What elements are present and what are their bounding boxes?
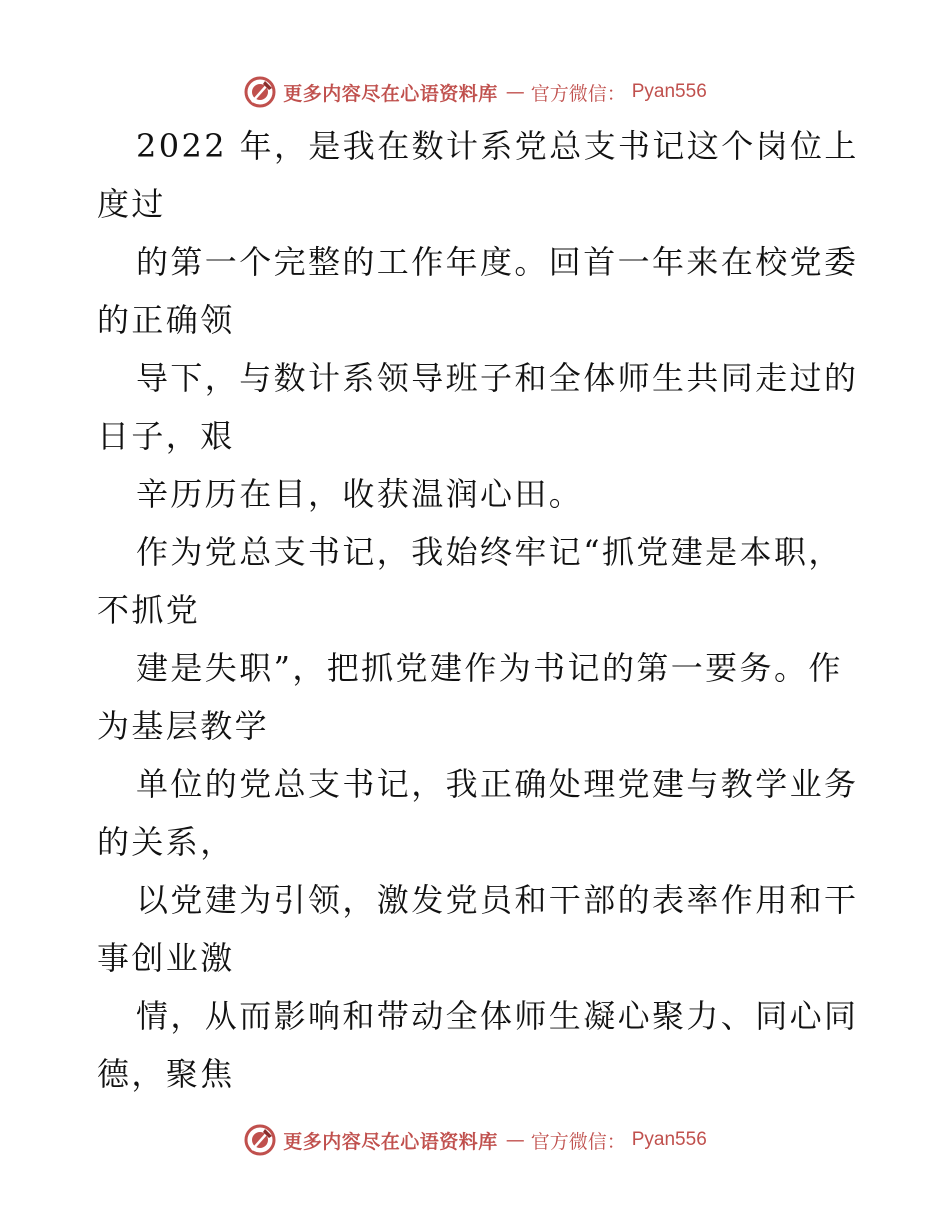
text-line: 日子，艰 <box>97 417 235 455</box>
footer-watermark-banner <box>0 1120 950 1160</box>
brand-logo-icon <box>243 1123 277 1157</box>
text-line: 辛历历在目，收获温润心田。 <box>136 475 584 513</box>
text-line: 为基层教学 <box>97 707 270 745</box>
text-line: 的关系， <box>97 823 235 861</box>
banner-wechat-id: Pyan556 <box>631 81 707 102</box>
text-line: 作为党总支书记，我始终牢记“抓党建是本职， <box>136 533 843 571</box>
header-watermark-banner <box>0 72 950 112</box>
brand-logo-icon <box>243 75 277 109</box>
text-line: 的第一个完整的工作年度。回首一年来在校党委 <box>136 243 859 281</box>
text-line: 不抓党 <box>97 591 201 629</box>
text-line: 度过 <box>97 185 166 223</box>
text-line: 单位的党总支书记，我正确处理党建与教学业务 <box>136 765 859 803</box>
banner-wechat-label: 官方微信： <box>530 82 626 105</box>
text-line: 情，从而影响和带动全体师生凝心聚力、同心同 <box>136 997 859 1035</box>
text-line: 2022 年，是我在数计系党总支书记这个岗位上 <box>136 127 859 165</box>
text-line: 导下，与数计系领导班子和全体师生共同走过的 <box>136 359 859 397</box>
text-line: 事创业激 <box>97 939 235 977</box>
text-line: 的正确领 <box>97 301 235 339</box>
banner-dash: — <box>505 81 523 103</box>
banner-wechat-label: 官方微信： <box>530 1130 626 1153</box>
banner-main-text: 更多内容尽在心语资料库 <box>283 1130 498 1153</box>
banner-main-text: 更多内容尽在心语资料库 <box>283 82 498 105</box>
banner-dash: — <box>505 1129 523 1151</box>
text-line: 德，聚焦 <box>97 1055 235 1093</box>
text-line: 以党建为引领，激发党员和干部的表率作用和干 <box>136 881 859 919</box>
text-line: 建是失职”，把抓党建作为书记的第一要务。作 <box>136 649 843 687</box>
banner-wechat-id: Pyan556 <box>631 1129 707 1150</box>
